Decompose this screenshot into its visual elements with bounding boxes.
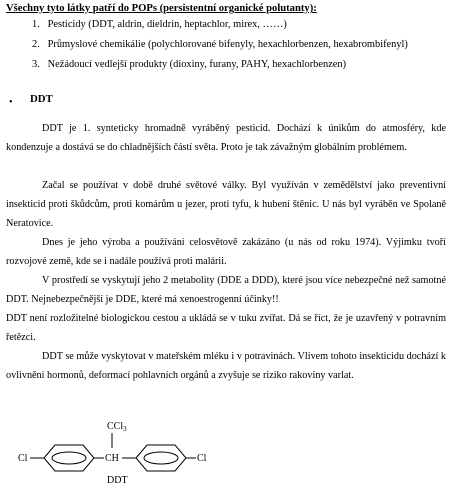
paragraph-ban: Dnes je jeho výroba a používání celosvětově zakázáno (u nás od roku 1974). Výjimku tvoří rozvojové země, kde se i nadále používá proti malárii. [6, 237, 446, 267]
list-number: 2. [32, 39, 40, 50]
ddt-structural-formula [0, 405, 465, 487]
paragraph-persistence: DDT není rozložitelné biologickou cestou a ukládá se v tuku zvířat. Dá se říct, že je uzavřený v potravním řetězci. [6, 313, 446, 343]
section-title: DDT [30, 93, 53, 105]
left-benzene-ring [44, 445, 94, 471]
list-number: 3. [32, 59, 40, 70]
paragraph-history: Začal se používat v době druhé světové války. Byl využíván v zemědělství jako preventivní insekticid proti škůdcům, proti komárům u jezer, proti tyfu, k hubení štěnic. U nás byl vyráběn ve Spolaně Neratovice. [6, 180, 446, 229]
list-item [32, 19, 287, 30]
list-text: Průmyslové chemikálie (polychlorované bifenyly, hexachlorbenzen, hexabrombifenyl) [47, 39, 408, 50]
ch-center-label: CH [105, 453, 119, 464]
left-chlorine-label: Cl [18, 453, 28, 464]
list-item [32, 39, 408, 50]
paragraph-intro: DDT je 1. synteticky hromadně vyráběný pesticid. Dochází k únikům do atmosféry, kde kondenzuje a dostává se do chladnějších částí světa. Proto je tak závažným globálním problémem. [6, 123, 446, 153]
ccl3-group-label: CCl$_3$ [107, 421, 127, 433]
list-item [32, 59, 346, 70]
list-heading: Všechny tyto látky patří do POPs (persistentní organické polutanty): [6, 3, 317, 14]
right-benzene-ring [136, 445, 186, 471]
structure-caption: DDT [107, 475, 128, 486]
right-chlorine-label: Cl [197, 453, 207, 464]
section-bullet: • [9, 97, 13, 108]
list-number: 1. [32, 19, 40, 30]
paragraph-metabolites: V prostředí se vyskytují jeho 2 metabolity (DDE a DDD), které jsou více nebezpečné než samotné DDT. Nejnebezpečnější je DDE, které má xenoestrogenní účinky!! [6, 275, 446, 305]
list-text: Nežádoucí vedlejší produkty (dioxiny, furany, PAHY, hexachlorbenzen) [47, 59, 347, 70]
list-text: Pesticidy (DDT, aldrin, dieldrin, heptachlor, mirex, ……) [47, 19, 287, 30]
paragraph-effects: DDT se může vyskytovat v mateřském mléku i v potravinách. Vlivem tohoto insekticidu dochází k ovlivnění hormonů, deformací pohlavních orgánů a zvyšuje se riziko rakoviny varlat. [6, 351, 446, 381]
